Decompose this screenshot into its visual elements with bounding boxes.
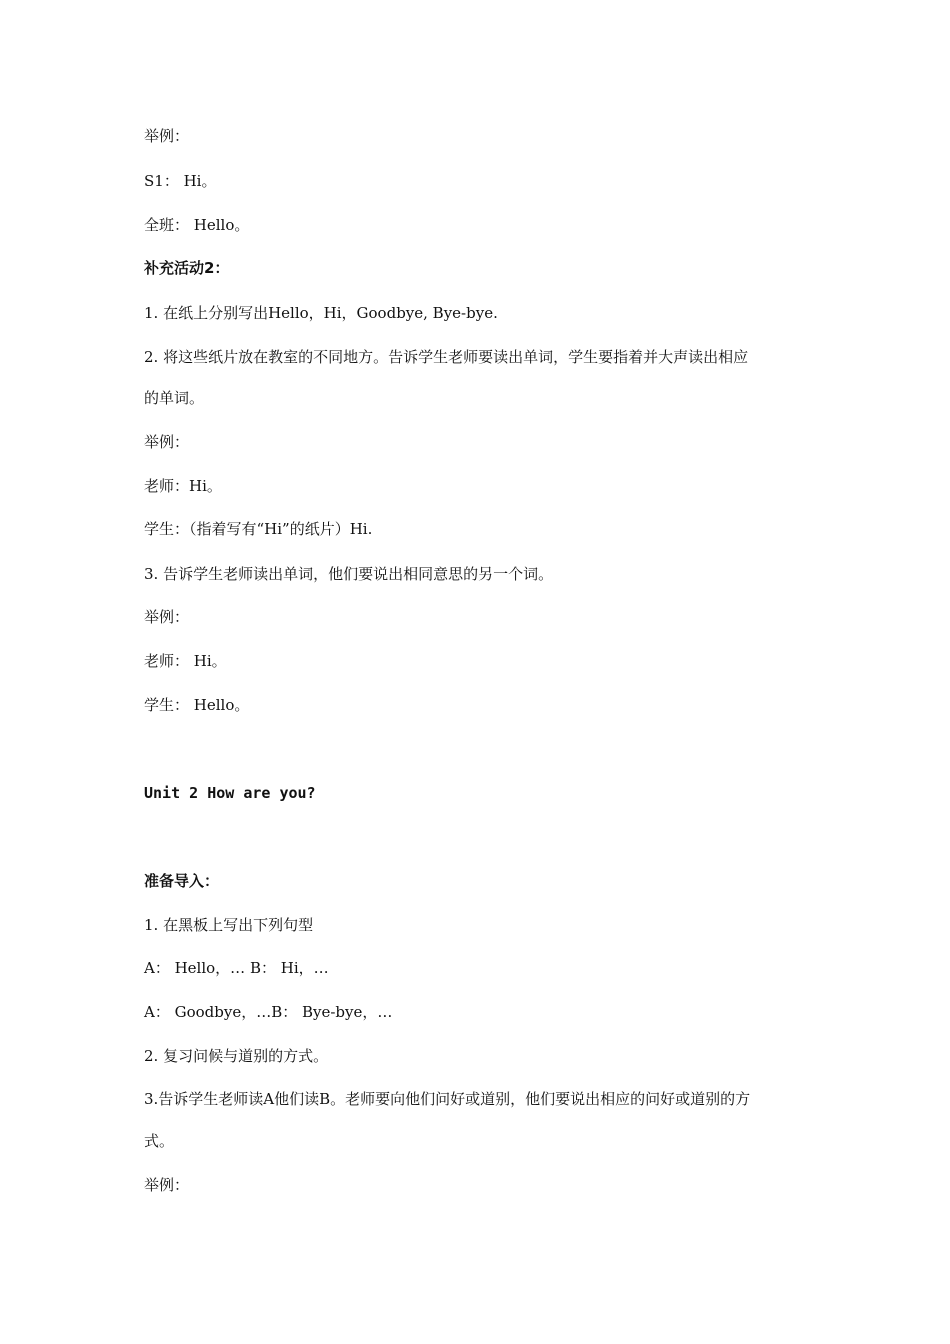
step-text-continuation: 式。 [144, 1132, 175, 1150]
step-text: 1. 在黑板上写出下列句型 [144, 916, 314, 934]
step-text: 2. 复习问候与道别的方式。 [144, 1047, 329, 1065]
dialogue-line: S1： Hi。 [144, 172, 217, 190]
example-label: 举例： [144, 127, 190, 145]
step-text: 1. 在纸上分别写出Hello，Hi，Goodbye, Bye-bye. [144, 304, 498, 322]
example-label: 举例： [144, 1176, 190, 1194]
dialogue-line: 学生：（指着写有“Hi”的纸片）Hi. [144, 520, 373, 538]
step-text-continuation: 的单词。 [144, 389, 205, 407]
step-text: 3. 告诉学生老师读出单词，他们要说出相同意思的另一个词。 [144, 565, 554, 583]
dialogue-line: 学生： Hello。 [144, 696, 250, 714]
dialogue-line: 老师： Hi。 [144, 652, 227, 670]
section-heading: 准备导入： [144, 872, 220, 890]
example-label: 举例： [144, 608, 190, 626]
unit-title: Unit 2 How are you? [144, 784, 316, 802]
example-label: 举例： [144, 433, 190, 451]
dialogue-line: 全班： Hello。 [144, 216, 250, 234]
dialogue-line: A： Goodbye，…B： Bye-bye，… [144, 1003, 393, 1021]
dialogue-line: 老师：Hi。 [144, 477, 222, 495]
dialogue-line: A： Hello，… B： Hi，… [144, 959, 329, 977]
section-heading: 补充活动2： [144, 259, 230, 277]
step-text: 2. 将这些纸片放在教室的不同地方。告诉学生老师要读出单词，学生要指着并大声读出相应 [144, 348, 749, 366]
step-text: 3.告诉学生老师读A他们读B。老师要向他们问好或道别，他们要说出相应的问好或道别的方 [144, 1090, 751, 1108]
